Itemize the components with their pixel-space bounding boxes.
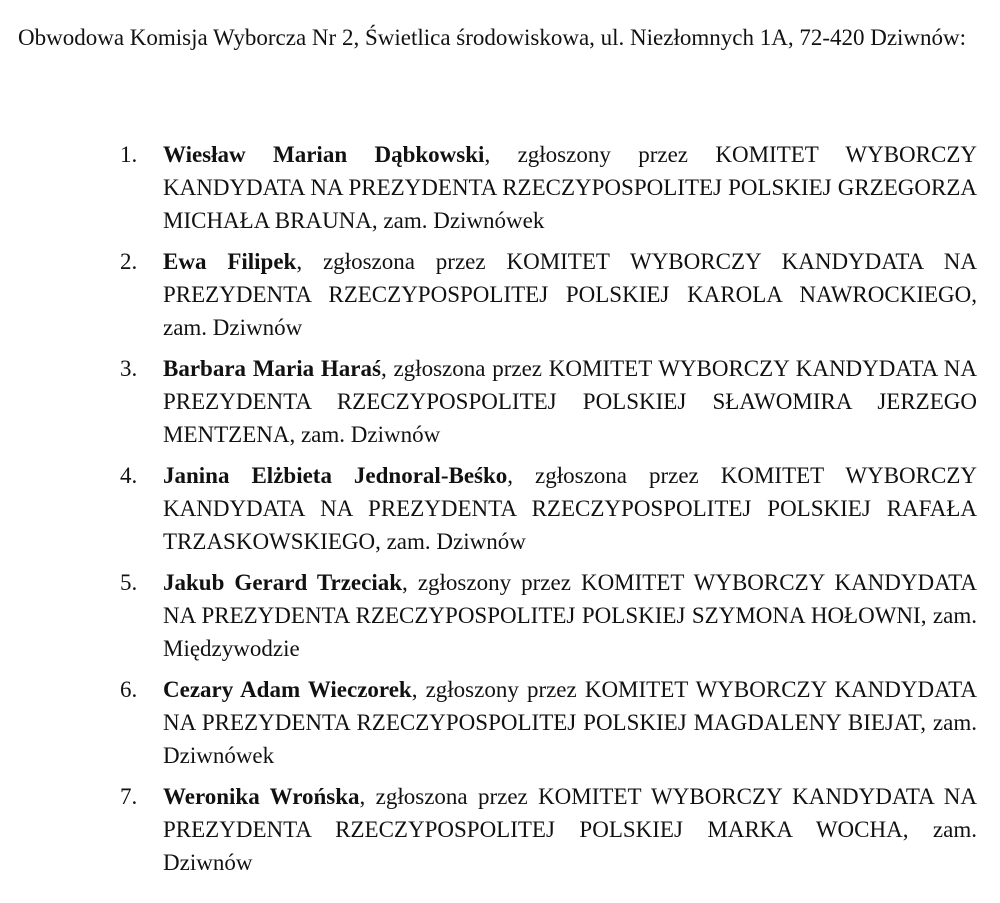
list-item-number: 6. [120,677,138,702]
list-item-text [163,673,977,772]
list-item [0,459,1000,558]
list-item [0,245,1000,344]
member-name: Ewa Filipek [163,249,297,274]
list-item-number: 4. [120,463,138,488]
list-item-text [163,566,977,665]
commission-heading: Obwodowa Komisja Wyborcza Nr 2, Świetlica środowiskowa, ul. Niezłomnych 1A, 72-420 Dziwnów: [18,25,967,50]
member-details: , zgłoszony przez KOMITET WYBORCZY KANDYDATA NA PREZYDENTA RZECZYPOSPOLITEJ POLSKIEJ SZYMONA HOŁOWNI, zam. Międzywodzie [163,570,977,661]
list-item [0,566,1000,665]
member-name: Jakub Gerard Trzeciak [163,570,403,595]
list-item [0,352,1000,451]
list-item-number: 2. [120,249,138,274]
list-item-text [163,780,977,879]
member-details: , zgłoszony przez KOMITET WYBORCZY KANDYDATA NA PREZYDENTA RZECZYPOSPOLITEJ POLSKIEJ MAGDALENY BIEJAT, zam. Dziwnówek [163,677,977,768]
member-name: Barbara Maria Haraś [163,356,381,381]
member-list [0,138,1000,887]
member-name: Wiesław Marian Dąbkowski [163,142,485,167]
list-item [0,780,1000,879]
list-item-text [163,138,977,237]
member-name: Weronika Wrońska [163,784,360,809]
list-item-number: 3. [120,356,138,381]
member-details: , zgłoszona przez KOMITET WYBORCZY KANDYDATA NA PREZYDENTA RZECZYPOSPOLITEJ POLSKIEJ KAROLA NAWROCKIEGO, zam. Dziwnów [163,249,977,340]
list-item [0,138,1000,237]
list-item-number: 5. [120,570,138,595]
member-details: , zgłoszona przez KOMITET WYBORCZY KANDYDATA NA PREZYDENTA RZECZYPOSPOLITEJ POLSKIEJ SŁAWOMIRA JERZEGO MENTZENA, zam. Dziwnów [163,356,977,447]
list-item-number: 1. [120,142,138,167]
list-item [0,673,1000,772]
list-item-number: 7. [120,784,138,809]
member-name: Cezary Adam Wieczorek [163,677,412,702]
member-name: Janina Elżbieta Jednoral-Beśko [163,463,508,488]
member-details: , zgłoszona przez KOMITET WYBORCZY KANDYDATA NA PREZYDENTA RZECZYPOSPOLITEJ POLSKIEJ RAFAŁA TRZASKOWSKIEGO, zam. Dziwnów [163,463,977,554]
list-item-text [163,245,977,344]
list-item-text [163,459,977,558]
list-item-text [163,352,977,451]
member-details: , zgłoszony przez KOMITET WYBORCZY KANDYDATA NA PREZYDENTA RZECZYPOSPOLITEJ POLSKIEJ GRZEGORZA MICHAŁA BRAUNA, zam. Dziwnówek [163,142,977,233]
member-details: , zgłoszona przez KOMITET WYBORCZY KANDYDATA NA PREZYDENTA RZECZYPOSPOLITEJ POLSKIEJ MARKA WOCHA, zam. Dziwnów [163,784,977,875]
